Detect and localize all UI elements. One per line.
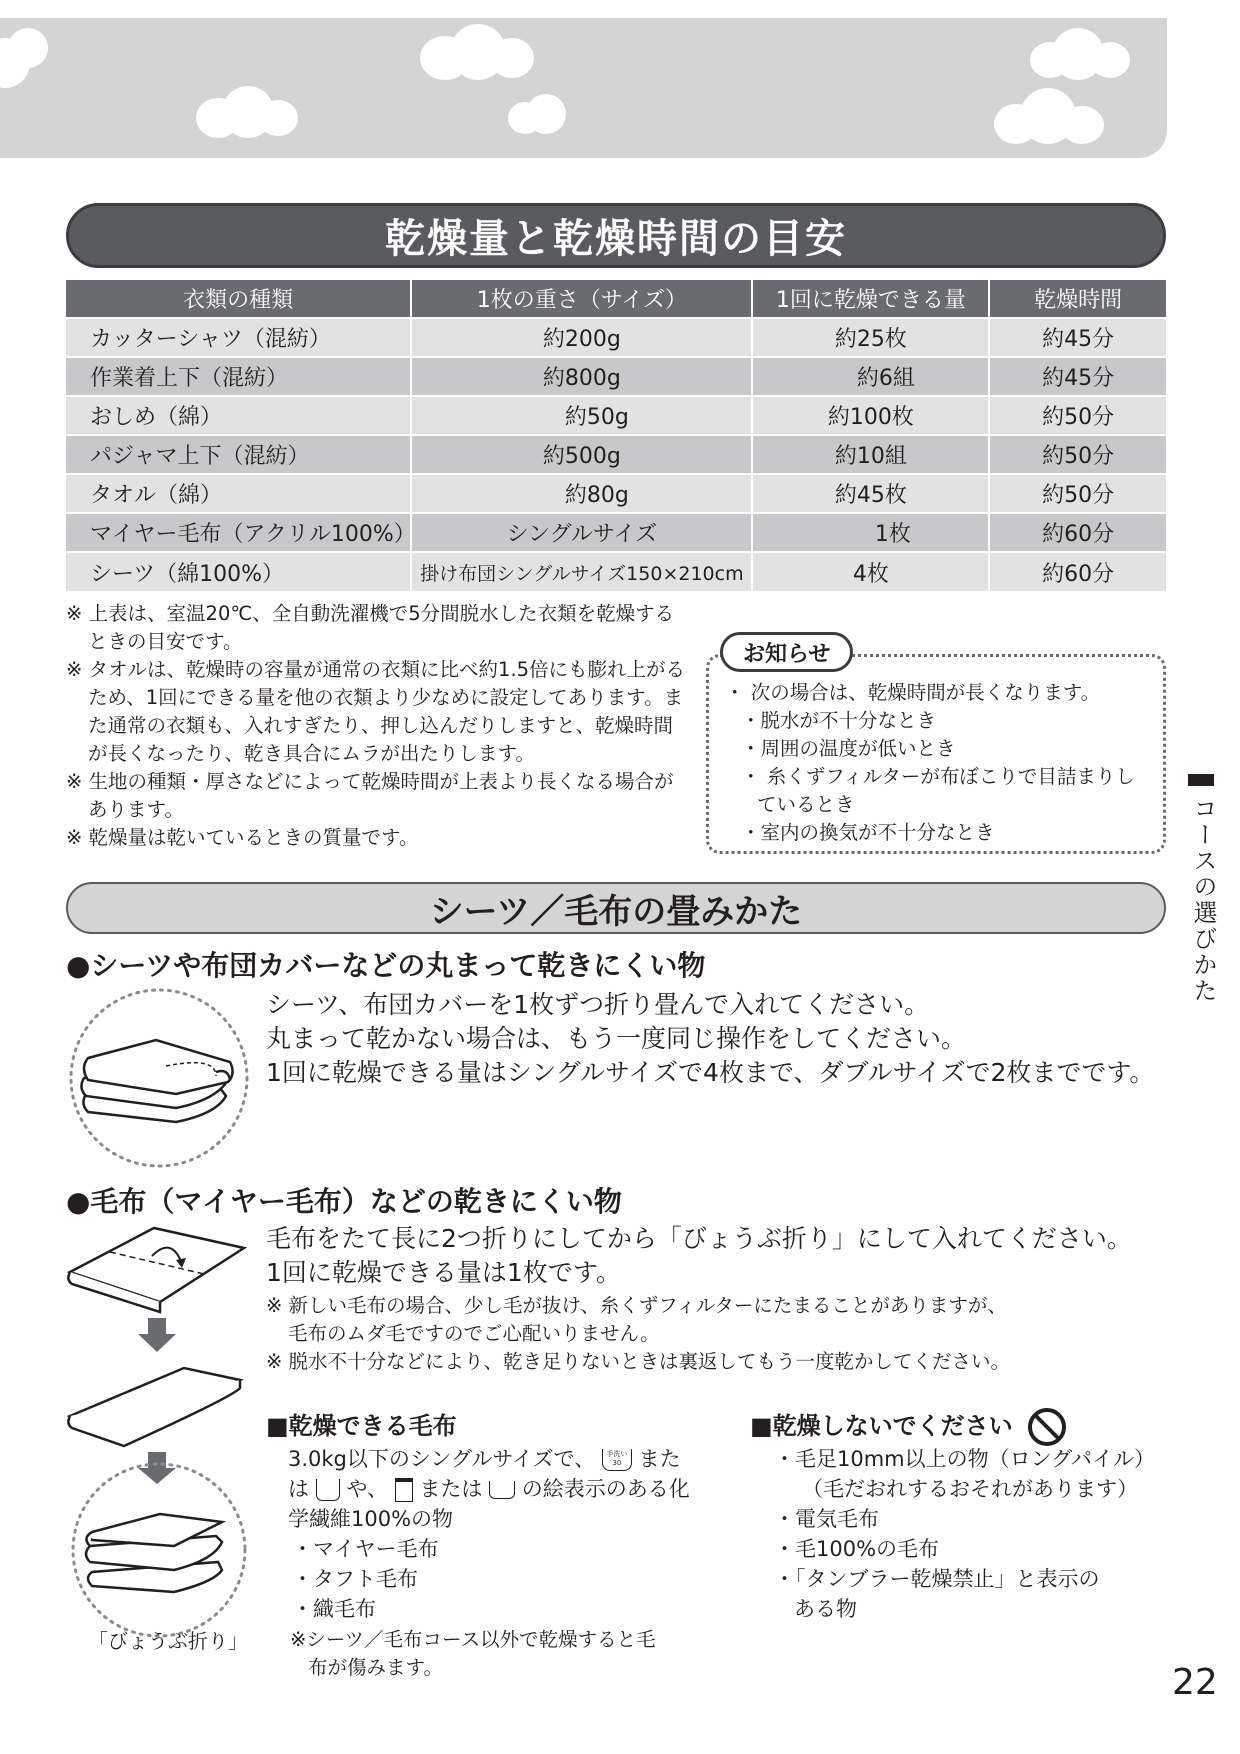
text-line: 丸まって乾かない場合は、もう一度同じ操作をしてください。 — [266, 1024, 967, 1053]
table-row — [66, 318, 1166, 357]
table-header-row — [66, 280, 1166, 318]
cloud-shape — [1090, 42, 1130, 78]
text-line: シーツ、布団カバーを1枚ずつ折り畳んで入れてください。 — [266, 990, 930, 1019]
text-fragment: 3.0kg以下のシングルサイズで、 — [288, 1447, 596, 1471]
text-line: 1回に乾燥できる量は1枚です。 — [266, 1258, 621, 1287]
list-item: ・マイヤー毛布 — [292, 1537, 439, 1561]
cell-kind: マイヤー毛布（アクリル100%） — [66, 513, 411, 552]
note-line: ※ 新しい毛布の場合、少し毛が抜け、糸くずフィルターにたまることがありますが、毛布のムダ毛ですのでご心配いりません。 — [266, 1294, 1007, 1345]
cloud-shape — [490, 38, 534, 78]
can-dry-note: ※シーツ／毛布コース以外で乾燥すると毛布が傷みます。 — [290, 1628, 656, 1679]
cell-amount: 約45枚 — [752, 474, 989, 513]
text-line: 1回に乾燥できる量はシングルサイズで4枚まで、ダブルサイズで2枚までです。 — [266, 1058, 1155, 1087]
list-item: ・毛足10mm以上の物（ロングパイル） — [774, 1447, 1155, 1471]
list-item: ある物 — [794, 1597, 857, 1621]
text-line: 毛布をたて長に2つ折りにしてから「びょうぶ折り」にして入れてください。 — [266, 1224, 1132, 1253]
col-header-amount: 1回に乾燥できる量 — [752, 280, 989, 318]
sheets-heading: ●シーツや布団カバーなどの丸まって乾きにくい物 — [66, 949, 706, 982]
blanket-fold-illustration — [64, 1220, 254, 1640]
table-row — [66, 396, 1166, 435]
cell-time: 約50分 — [989, 474, 1166, 513]
cloud-shape — [1060, 106, 1104, 144]
hang-dry-icon — [395, 1478, 413, 1502]
cell-kind: シーツ（綿100%） — [66, 552, 411, 591]
cell-kind: カッターシャツ（混紡） — [66, 318, 411, 357]
list-item: ・織毛布 — [292, 1597, 376, 1621]
drying-table — [66, 280, 1166, 591]
cell-kind: おしめ（綿） — [66, 396, 411, 435]
cell-amount: 約6組 — [752, 357, 989, 396]
blanket-text — [266, 1222, 1132, 1290]
wash-icon-label: 手洗い 30 — [606, 1450, 628, 1467]
list-item: ・毛100%の毛布 — [774, 1537, 940, 1561]
text-fragment: の絵表示のある化 — [521, 1477, 690, 1501]
text-line: 学繊維100%の物 — [288, 1507, 454, 1531]
blanket-heading: ●毛布（マイヤー毛布）などの乾きにくい物 — [66, 1185, 622, 1218]
cell-kind: 作業着上下（混紡） — [66, 357, 411, 396]
cell-kind: パジャマ上下（混紡） — [66, 435, 411, 474]
text-fragment: は — [288, 1477, 309, 1501]
cell-time: 約50分 — [989, 396, 1166, 435]
col-header-kind: 衣類の種類 — [66, 280, 411, 318]
list-item: ・タフト毛布 — [292, 1567, 418, 1591]
text-line — [288, 1444, 708, 1474]
info-lead: ・ 次の場合は、乾燥時間が長くなります。 — [725, 681, 1101, 704]
no-dry-heading — [750, 1406, 1067, 1447]
info-item: ・脱水が不十分なとき — [741, 709, 937, 732]
col-header-time: 乾燥時間 — [989, 280, 1166, 318]
note-line: ※ 乾燥量は乾いているときの質量です。 — [66, 826, 419, 849]
no-dry-body — [774, 1444, 1174, 1624]
text-fragment: または — [419, 1477, 483, 1501]
note-line: ※ タオルは、乾燥時の容量が通常の衣類に比べ約1.5倍にも膨れ上がるため、1回にできる量を他の衣類より少なめに設定してあります。また通常の衣類も、入れすぎたり、押し込んだりしますと、乾燥時間が長くなったり、乾き具合にムラが出たりします。 — [66, 658, 686, 765]
info-item: ・ 糸くずフィルターが布ぼこりで目詰まりしているとき — [741, 765, 1135, 816]
cell-kind: タオル（綿） — [66, 474, 411, 513]
col-header-weight: 1枚の重さ（サイズ） — [411, 280, 752, 318]
note-line: ※ 生地の種類・厚さなどによって乾燥時間が上表より長くなる場合があります。 — [66, 770, 674, 821]
table-row — [66, 357, 1166, 396]
table-notes — [66, 600, 686, 852]
hand-wash-30-icon — [602, 1449, 632, 1471]
cell-weight: シングルサイズ — [411, 513, 752, 552]
text-fragment: また — [638, 1447, 681, 1471]
hand-wash-icon — [316, 1479, 340, 1501]
info-item: ・周囲の温度が低いとき — [741, 737, 956, 760]
cell-time: 約60分 — [989, 552, 1166, 591]
table-row — [66, 513, 1166, 552]
folded-sheet-illustration — [66, 986, 252, 1170]
page-title: 乾燥量と乾燥時間の目安 — [66, 203, 1166, 268]
cell-weight: 約80g — [411, 474, 752, 513]
table-row — [66, 435, 1166, 474]
list-item: （毛だおれするおそれがあります） — [802, 1477, 1138, 1501]
text-fragment: や、 — [346, 1477, 388, 1501]
prohibited-icon — [1027, 1407, 1067, 1447]
info-tag: お知らせ — [720, 632, 853, 672]
text-line — [288, 1474, 708, 1504]
cell-amount: 1枚 — [752, 513, 989, 552]
cell-weight: 約800g — [411, 357, 752, 396]
cell-amount: 4枚 — [752, 552, 989, 591]
fold-caption: 「びょうぶ折り」 — [88, 1629, 248, 1653]
cell-weight: 約50g — [411, 396, 752, 435]
note-line: ※ 上表は、室温20℃、全自動洗濯機で5分間脱水した衣類を乾燥するときの目安です。 — [66, 602, 675, 653]
header-banner — [0, 18, 1167, 158]
side-label: コースの選びかた — [1189, 796, 1217, 1004]
list-item: ・「タンブラー乾燥禁止」と表示の — [774, 1567, 1100, 1591]
no-dry-heading-text: ■乾燥しないでください — [750, 1412, 1013, 1440]
cell-weight: 掛け布団シングルサイズ150×210cm — [411, 552, 752, 591]
cell-time: 約50分 — [989, 435, 1166, 474]
cloud-shape — [258, 100, 298, 136]
side-tab-marker — [1188, 774, 1214, 786]
cell-amount: 約25枚 — [752, 318, 989, 357]
cell-amount: 約100枚 — [752, 396, 989, 435]
cloud-shape — [526, 94, 566, 134]
info-item: ・室内の換気が不十分なとき — [741, 821, 995, 844]
cell-weight: 約200g — [411, 318, 752, 357]
sheets-text — [266, 988, 1154, 1090]
wash-tub-icon — [489, 1481, 515, 1499]
note-line: ※ 脱水不十分などにより、乾き足りないときは裏返してもう一度乾かしてください。 — [266, 1350, 1011, 1373]
cell-amount: 約10組 — [752, 435, 989, 474]
can-dry-body — [288, 1444, 708, 1624]
cell-time: 約60分 — [989, 513, 1166, 552]
page-number: 22 — [1172, 1662, 1218, 1703]
can-dry-heading: ■乾燥できる毛布 — [266, 1412, 457, 1440]
cell-weight: 約500g — [411, 435, 752, 474]
table-row — [66, 474, 1166, 513]
list-item: ・電気毛布 — [774, 1507, 879, 1531]
info-box — [706, 654, 1166, 854]
cell-time: 約45分 — [989, 318, 1166, 357]
table-row — [66, 552, 1166, 591]
section-title: シーツ／毛布の畳みかた — [66, 882, 1166, 934]
blanket-notes — [266, 1292, 1026, 1376]
cell-time: 約45分 — [989, 357, 1166, 396]
